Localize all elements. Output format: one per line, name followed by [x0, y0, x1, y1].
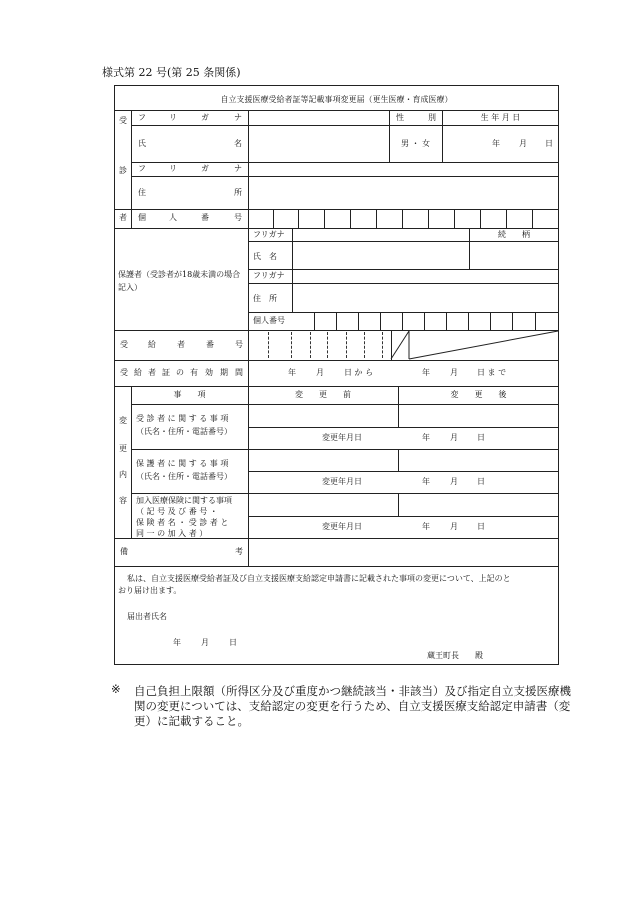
validity-to-day: 日 ま で: [477, 368, 507, 377]
change-date-day: 日: [477, 433, 485, 442]
furigana-label: リ: [169, 164, 177, 173]
digit-box: [468, 312, 469, 330]
rule: [131, 125, 559, 126]
validity-from-year: 年: [288, 368, 296, 377]
id-number-label: 番: [201, 213, 209, 222]
validity-to-month: 月: [450, 368, 458, 377]
guardian-furigana-label: フリガナ: [253, 271, 285, 280]
form-number: 様式第 22 号(第 25 条関係): [102, 66, 241, 79]
validity-label: の: [176, 368, 184, 377]
rule: [131, 449, 559, 450]
rule: [248, 427, 559, 428]
declaration-text: おり届け出ます。: [118, 586, 182, 595]
furigana-label: リ: [169, 113, 177, 122]
recipient-number-diagonal: [391, 330, 559, 360]
digit-separator: [327, 332, 328, 358]
guardian-id-label: 個人番号: [253, 316, 285, 325]
relation-label: 続 柄: [498, 230, 530, 239]
digit-separator: [364, 332, 365, 358]
furigana-label: フ: [138, 113, 146, 122]
digit-box: [490, 312, 491, 330]
validity-label: 効: [205, 368, 213, 377]
declaration-year: 年: [173, 638, 181, 647]
change-group-char: 内: [119, 470, 127, 479]
digit-separator: [346, 332, 347, 358]
rule: [131, 493, 559, 494]
furigana-label: ガ: [201, 164, 209, 173]
digit-separator: [291, 332, 292, 358]
change-item-title: 受 診 者 に 関 す る 事 項: [136, 414, 229, 423]
recipient-number-label: 給: [148, 340, 156, 349]
validity-from-day: 日 か ら: [344, 368, 374, 377]
change-item-subtitle: （ 記 号 及 び 番 号 ・: [136, 507, 218, 516]
declaration-month: 月: [201, 638, 209, 647]
id-number-label: 人: [169, 213, 177, 222]
patient-group-char: 者: [119, 213, 127, 222]
validity-label: 証: [162, 368, 170, 377]
digit-box: [376, 209, 377, 228]
recipient-number-label: 号: [235, 340, 243, 349]
recipient-number-label: 受: [120, 340, 128, 349]
digit-box: [273, 209, 274, 228]
rule: [248, 241, 559, 242]
change-date-label: 変更年月日: [322, 522, 362, 531]
rule: [114, 566, 559, 567]
validity-label: 間: [235, 368, 243, 377]
digit-box: [298, 209, 299, 228]
digit-box: [358, 312, 359, 330]
patient-group-char: 受: [119, 116, 127, 125]
item-header: 事 項: [173, 390, 206, 399]
change-date-day: 日: [477, 522, 485, 531]
rule: [131, 176, 559, 177]
furigana-label: ガ: [201, 113, 209, 122]
change-date-month: 月: [450, 522, 458, 531]
rule: [114, 209, 559, 210]
digit-box: [350, 209, 351, 228]
guardian-address-label: 住 所: [253, 294, 277, 303]
guardian-furigana-label: フリガナ: [253, 230, 285, 239]
birth-month-unit: 月: [519, 139, 527, 148]
validity-from-month: 月: [316, 368, 324, 377]
rule: [398, 449, 399, 471]
note-mark: ※: [111, 682, 121, 696]
remarks-label: 考: [235, 547, 243, 556]
validity-label: 受: [120, 368, 128, 377]
digit-box: [512, 312, 513, 330]
digit-box: [324, 209, 325, 228]
change-item-title: 加入医療保険に関する事項: [136, 496, 232, 505]
digit-box: [336, 312, 337, 330]
birth-day-unit: 日: [545, 139, 553, 148]
rule: [114, 228, 559, 229]
change-date-day: 日: [477, 477, 485, 486]
furigana-label: フ: [138, 164, 146, 173]
before-header: 変 更 前: [295, 390, 351, 399]
address-label: 所: [234, 188, 242, 197]
form-title: 自立支援医療受給者証等記載事項変更届（更生医療・育成医療）: [220, 95, 453, 104]
birth-year-unit: 年: [492, 139, 500, 148]
change-item-subtitle: （氏名・住所・電話番号）: [136, 472, 232, 481]
validity-label: 給: [134, 368, 142, 377]
after-header: 変 更 後: [450, 390, 507, 399]
id-number-label: 号: [234, 213, 242, 222]
applicant-name-label: 届出者氏名: [127, 612, 167, 621]
rule: [114, 360, 559, 361]
rule: [114, 386, 559, 387]
digit-box: [480, 209, 481, 228]
change-date-label: 変更年月日: [322, 433, 362, 442]
rule: [389, 110, 390, 162]
patient-group-char: 診: [119, 166, 127, 175]
digit-box: [424, 312, 425, 330]
validity-label: 期: [220, 368, 228, 377]
sex-label: 性: [396, 113, 404, 122]
change-group-char: 容: [119, 496, 127, 505]
digit-box: [380, 312, 381, 330]
rule: [131, 386, 132, 538]
digit-box: [506, 209, 507, 228]
digit-box: [402, 312, 403, 330]
change-group-char: 更: [119, 444, 127, 453]
rule: [248, 110, 249, 566]
change-date-month: 月: [450, 433, 458, 442]
digit-separator: [268, 332, 269, 358]
birthdate-label: 生 年 月 日: [480, 113, 521, 122]
address-label: 住: [138, 188, 146, 197]
rule: [398, 493, 399, 516]
recipient-number-label: 者: [177, 340, 185, 349]
change-item-title: 保 護 者 に 関 す る 事 項: [136, 459, 229, 468]
digit-separator: [382, 332, 383, 358]
addressee: 蔵王町長 殿: [427, 651, 483, 660]
remarks-label: 備: [120, 547, 128, 556]
declaration-day: 日: [229, 638, 237, 647]
digit-box: [402, 209, 403, 228]
rule: [131, 162, 559, 163]
furigana-label: ナ: [234, 113, 242, 122]
change-date-month: 月: [450, 477, 458, 486]
validity-to-year: 年: [422, 368, 430, 377]
sex-options[interactable]: 男 ・ 女: [400, 139, 431, 148]
digit-box: [314, 312, 315, 330]
rule: [114, 538, 559, 539]
change-date-year: 年: [422, 433, 430, 442]
digit-box: [454, 209, 455, 228]
rule: [114, 110, 559, 111]
validity-label: 者: [148, 368, 156, 377]
name-label: 名: [234, 139, 242, 148]
change-date-year: 年: [422, 477, 430, 486]
note-text: 自己負担上限額（所得区分及び重度かつ継続該当・非該当）及び指定自立支援医療機関の変更については、支給認定の変更を行うため、自立支援医療支給認定申請書（変更）に記載すること。: [134, 684, 571, 728]
digit-separator: [310, 332, 311, 358]
change-item-subtitle: （氏名・住所・電話番号）: [136, 427, 232, 436]
rule: [248, 269, 559, 270]
declaration-text: 私は、自立支援医療受給者証及び自立支援医療支給認定申請書に記載された事項の変更について、上記のと: [127, 574, 511, 583]
sex-label: 別: [428, 113, 436, 122]
digit-box: [428, 209, 429, 228]
guardian-label: 保護者（受診者が18歳未満の場合記入）: [118, 270, 241, 292]
digit-box: [535, 312, 536, 330]
change-date-year: 年: [422, 522, 430, 531]
guardian-name-label: 氏 名: [253, 252, 277, 261]
furigana-label: ナ: [234, 164, 242, 173]
rule: [131, 404, 559, 405]
name-label: 氏: [138, 139, 146, 148]
rule: [248, 471, 559, 472]
change-group-char: 変: [119, 416, 127, 425]
rule: [131, 110, 132, 228]
change-item-subtitle: 保 険 者 名 ・ 受 診 者 と: [136, 518, 229, 527]
recipient-number-label: 番: [206, 340, 214, 349]
change-date-label: 変更年月日: [322, 477, 362, 486]
rule: [292, 228, 293, 312]
rule: [248, 516, 559, 517]
rule: [248, 283, 559, 284]
digit-box: [532, 209, 533, 228]
change-item-subtitle: 同 一 の 加 入 者 ）: [136, 529, 208, 538]
id-number-label: 個: [138, 213, 146, 222]
validity-label: 有: [190, 368, 198, 377]
digit-box: [446, 312, 447, 330]
